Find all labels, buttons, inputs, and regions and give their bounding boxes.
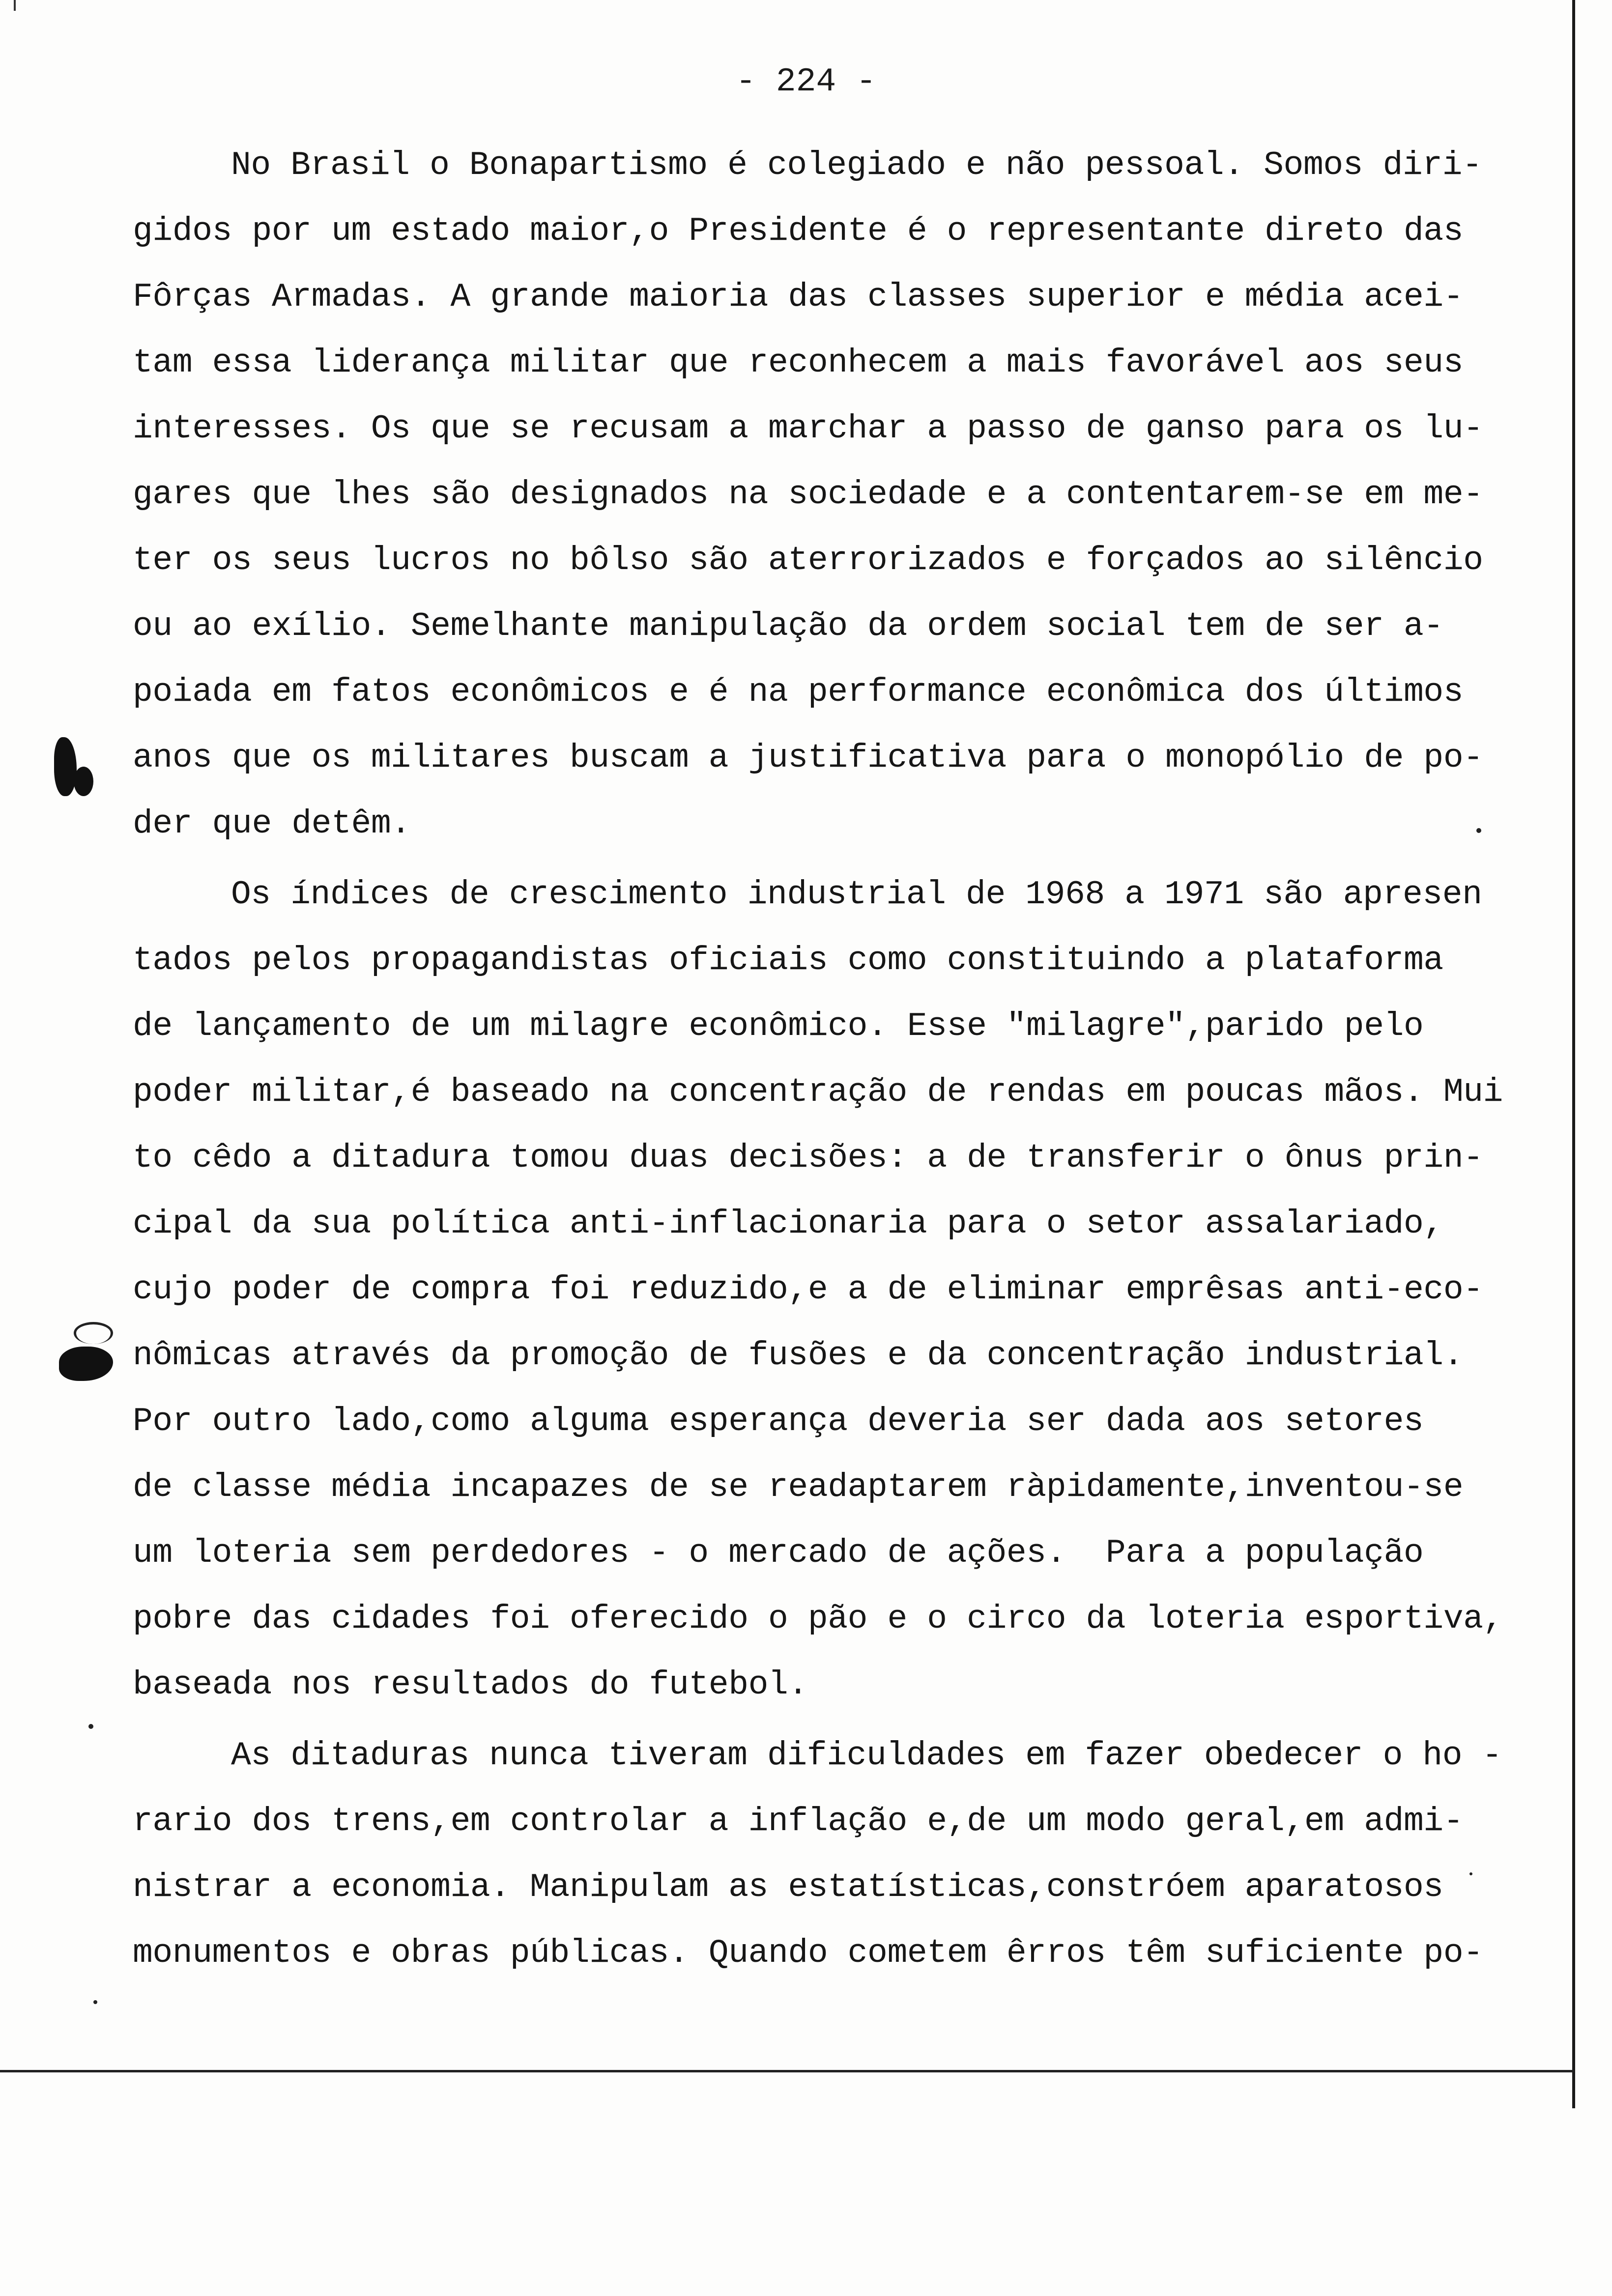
- text-line: ter os seus lucros no bôlso são aterrorizados e forçados ao silêncio: [133, 542, 1483, 579]
- text-line: anos que os militares buscam a justificativa para o monopólio de po-: [133, 739, 1483, 777]
- text-line: der que detêm.: [133, 805, 411, 843]
- text-line: tados pelos propagandistas oficiais como constituindo a plataforma: [133, 942, 1443, 979]
- page-number: - 224 -: [736, 63, 876, 101]
- text-line: de lançamento de um milagre econômico. Esse "milagre",parido pelo: [133, 1007, 1424, 1045]
- body-text: [133, 133, 1519, 1986]
- text-line: baseada nos resultados do futebol.: [133, 1666, 808, 1704]
- paragraph-gap: [133, 1718, 1519, 1723]
- text-line: poiada em fatos econômicos e é na performance econômica dos últimos: [133, 673, 1464, 711]
- text-line: nistrar a economia. Manipulam as estatísticas,constróem aparatosos: [133, 1868, 1443, 1906]
- text-line: Por outro lado,como alguma esperança deveria ser dada aos setores: [133, 1403, 1424, 1440]
- paragraph-gap: [133, 857, 1519, 862]
- bottom-rule-line: [0, 2070, 1574, 2072]
- text-line: Fôrças Armadas. A grande maioria das classes superior e média acei-: [133, 278, 1464, 316]
- text-line: rario dos trens,em controlar a inflação e,de um modo geral,em admi-: [133, 1803, 1464, 1840]
- text-line: gares que lhes são designados na sociedade e a contentarem-se em me-: [133, 476, 1483, 514]
- text-line: monumentos e obras públicas. Quando cometem êrros têm suficiente po-: [133, 1934, 1483, 1972]
- text-line: No Brasil o Bonapartismo é colegiado e não pessoal. Somos diri-: [231, 146, 1482, 184]
- text-line: interesses. Os que se recusam a marchar a passo de ganso para os lu-: [133, 410, 1483, 448]
- text-line: to cêdo a ditadura tomou duas decisões: a de transferir o ônus prin-: [133, 1139, 1483, 1177]
- text-line: ou ao exílio. Semelhante manipulação da ordem social tem de ser a-: [133, 607, 1443, 645]
- text-line: nômicas através da promoção de fusões e da concentração industrial.: [133, 1337, 1464, 1375]
- text-line: As ditaduras nunca tiveram dificuldades em fazer obedecer o ho -: [231, 1737, 1502, 1775]
- text-line: pobre das cidades foi oferecido o pão e o circo da loteria esportiva,: [133, 1600, 1503, 1638]
- stray-dot-mark: [88, 1724, 93, 1729]
- stray-dot-mark: [1469, 1872, 1472, 1875]
- text-line: Os índices de crescimento industrial de 1968 a 1971 são apresen: [231, 876, 1482, 914]
- text-line: tam essa liderança militar que reconhecem a mais favorável aos seus: [133, 344, 1464, 382]
- ink-smudge-mark: [54, 737, 77, 796]
- ink-smudge-mark: [74, 1322, 113, 1344]
- text-line: cipal da sua política anti-inflacionaria para o setor assalariado,: [133, 1205, 1443, 1243]
- stray-dot-mark: [93, 2000, 97, 2004]
- ink-smudge-mark: [74, 767, 93, 796]
- text-line: poder militar,é baseado na concentração de rendas em poucas mãos. Mui: [133, 1073, 1503, 1111]
- text-line: um loteria sem perdedores - o mercado de ações. Para a população: [133, 1534, 1424, 1572]
- text-line: de classe média incapazes de se readaptarem ràpidamente,inventou-se: [133, 1468, 1464, 1506]
- stray-dot-mark: [1476, 828, 1481, 833]
- ink-smudge-mark: [59, 1347, 113, 1381]
- text-line: gidos por um estado maior,o Presidente é o representante direto das: [133, 212, 1464, 250]
- margin-tick-mark: [14, 0, 16, 11]
- text-line: cujo poder de compra foi reduzido,e a de eliminar emprêsas anti-eco-: [133, 1271, 1483, 1309]
- right-margin-rule: [1572, 0, 1575, 2108]
